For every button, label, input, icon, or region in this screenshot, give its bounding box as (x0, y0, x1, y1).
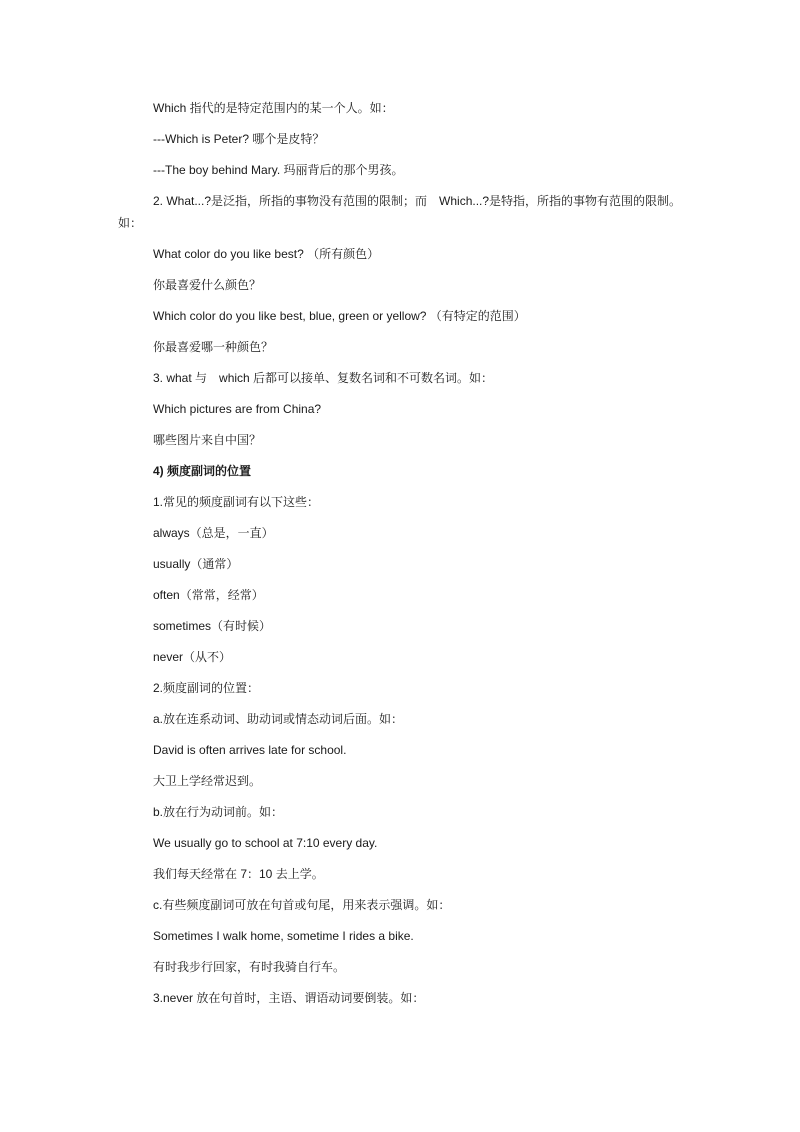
section-heading: 4) 频度副词的位置 (153, 464, 252, 478)
text-line: 3. what 与 which 后都可以接单、复数名词和不可数名词。如： (153, 371, 494, 385)
text-line: sometimes（有时候） (153, 619, 272, 633)
text-line: Which 指代的是特定范围内的某一个人。如： (153, 101, 394, 115)
text-line: 大卫上学经常迟到。 (153, 774, 262, 788)
text-line: 2.频度副词的位置： (153, 681, 260, 695)
text-line-wrap: 如： (118, 216, 143, 230)
text-line: What color do you like best? （所有颜色） (153, 247, 380, 261)
text-line: David is often arrives late for school. (153, 743, 347, 757)
text-line: usually（通常） (153, 557, 239, 571)
text-line: 有时我步行回家，有时我骑自行车。 (153, 960, 346, 974)
text-line: 1.常见的频度副词有以下这些： (153, 495, 320, 509)
text-line: never（从不） (153, 650, 232, 664)
text-line: Sometimes I walk home, sometime I rides a bike. (153, 929, 414, 943)
text-line: 哪些图片来自中国？ (153, 433, 262, 447)
text-line: We usually go to school at 7:10 every day. (153, 836, 378, 850)
text-line: Which pictures are from China? (153, 402, 322, 416)
text-line: Which color do you like best, blue, green or yellow? （有特定的范围） (153, 309, 526, 323)
text-line: 你最喜爱什么颜色？ (153, 278, 262, 292)
text-line: b.放在行为动词前。如： (153, 805, 284, 819)
text-line: a.放在连系动词、助动词或情态动词后面。如： (153, 712, 404, 726)
text-line: always（总是，一直） (153, 526, 274, 540)
text-line: often（常常，经常） (153, 588, 264, 602)
text-line: 3.never 放在句首时，主语、谓语动词要倒装。如： (153, 991, 425, 1005)
text-line: 你最喜爱哪一种颜色？ (153, 340, 274, 354)
text-line: ---Which is Peter? 哪个是皮特？ (153, 132, 325, 146)
text-line: 我们每天经常在 7：10 去上学。 (153, 867, 324, 881)
text-line: ---The boy behind Mary. 玛丽背后的那个男孩。 (153, 163, 404, 177)
text-line: c.有些频度副词可放在句首或句尾，用来表示强调。如： (153, 898, 451, 912)
text-line: 2. What...?是泛指，所指的事物没有范围的限制；而 Which...?是特指，所指的事物有范围的限制。 (153, 194, 682, 208)
